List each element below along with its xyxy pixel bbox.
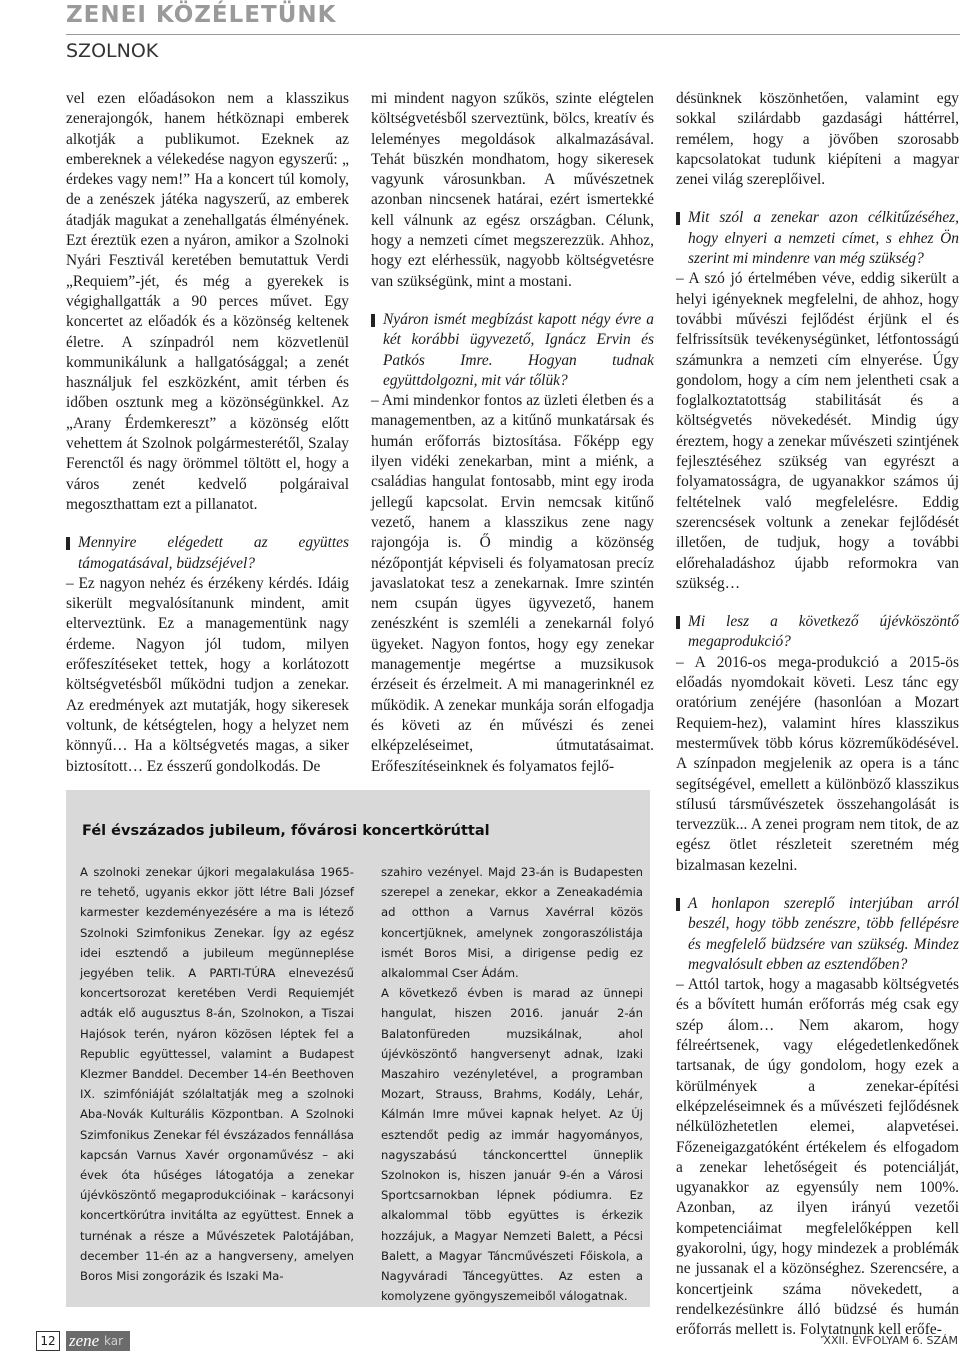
issue-label: XXII. ÉVFOLYAM 6. SZÁM [823, 1334, 958, 1347]
article-column-3 [676, 89, 959, 1341]
article-paragraph: vel ezen előadásokon nem a klasszikus zenerajongók, hanem hétköznapi emberek alkotják a publikumot. Ezeknek az embereknek a vélekedése nagyon egyszerű: „ érdekes vagy nem!” Ha a koncert túl komoly, de a zenészek játéka nagyszerű, az emberek átadják magukat a zenehallgatás élményének. Ezt éreztük ezen a nyáron, amikor a Szolnoki Nyári Fesztivál keretében bemutattuk Verdi „Requiem”-jét, és még a gyerekek is végighallgatták a 90 perces művet. Egy koncertet az előadók és a közönség keltenek életre. A színpadról nem közvetlenül kommunikálunk a hallgatósággal; a zenét használjuk fel eszközként, amit térben és időben osztunk meg a közönségünkkel. Az „Arany Érdemkereszt” a közönség előtt vehettem át Szolnok polgármesterétől, Szalay Ferenctől és nagy örömmel töltött el, hogy a város zenét kedvelő polgáraival megoszthattam ezt a pillanatot. [66, 90, 349, 513]
magazine-logo [66, 1331, 130, 1351]
article-column-1 [66, 89, 349, 777]
sidebar-paragraph: A szolnoki zenekar újkori megalakulása 1965-re tehető, ugyanis ekkor jött létre Bali József karmester kezdeményezésére a ma is létező Szolnoki Szimfonikus Zenekar. Így az egész idei esztendő a jubileum megünneplése jegyében telik. A PARTI-TÚRA elnevezésű koncertsorozat keretében Verdi Requiemjét adták elő augusztus 8-án, Szolnokon, a Tiszai Hajósok terén, nyáron közösen léptek fel a Republic együttessel, valamint a Budapest Klezmer Banddel. December 14-én Beethoven IX. szimfóniáját szólaltatják meg a szolnoki Aba-Novák Kulturális Központban. A Szolnoki Szimfonikus Zenekar fél évszázados fennállása kapcsán Varnus Xavér orgonaművész – aki évek óta hűséges látogatója a zenekar újévköszöntő megaprodukcióinak – karácsonyi koncertkörútra invitálta az együttest. Ennek a turnénak a része a Művészetek Palotájában, december 11-én az a hangverseny, amelyen Boros Misi zongorázik és Iszaki Ma- [80, 865, 354, 1284]
interview-question: A honlapon szereplő interjúban arról beszél, hogy több zenészre, több fellépésre és megfelelő büdzsére van szükség. Mindez megvalósult ebben az esztendőben? [676, 894, 959, 975]
sidebar-column-1 [80, 862, 354, 1286]
section-subtitle: SZOLNOK [66, 40, 159, 62]
logo-text: zene [69, 1331, 100, 1350]
article-paragraph: – Attól tartok, hogy a magasabb költségvetés és a bővített humán erőforrás még csak egy szép álom… Nem akarom, hogy félreértsenek, vagy elégedetlenkedőnek tartsanak, de úgy gondolom, hogy ezek a körülmények a zenekar-építési elképzeléseimnek és a művészeti fejlődésnek nélkülözhetetlen elemei, alapvetései. Főzeneigazgatóként értékelem és elfogadom a zenekar lehetőségeit és potenciálját, ugyanakkor az egyensúly nem 100%. Azonban, az ilyen irányú vezetői kompetenciáimat megfelelőképpen kell gyakorolni, úgy, hogy mindezek a problémák ne jussanak el a közönséghez. Szerencsére, a koncertjeink száma növekedett, a rendelkezésünkre álló büdzsé és humán erőforrás mellett is. Folytatnunk kell erőfe- [676, 976, 959, 1339]
logo-text-suffix: kar [104, 1334, 124, 1348]
section-title: ZENEI KÖZÉLETÜNK [66, 2, 337, 28]
interview-question: Mi lesz a következő újévköszöntő megaprodukció? [676, 612, 959, 653]
article-paragraph: – A 2016-os mega-produkció a 2015-ös előadás nyomdokait követi. Lesz tánc egy oratórium zenéjére (hasonlóan a Mozart Requiem-hez), valamint híres klasszikus mesterművek több kórus közreműködésével. A színpadon megjelenik az opera is a tánc segítségével, emellett a különböző klasszikus stílusú társművészetek összehangolását is tervezzük... A zenei program nem titok, de az egész ötlet részleteit szeretném még bizalmasan kezelni. [676, 653, 959, 874]
sidebar-column-2 [381, 862, 643, 1306]
article-paragraph: – Ez nagyon nehéz és érzékeny kérdés. Idáig sikerült megvalósítanunk mindent, amit elterveztünk. Ez a managementünk nagy érdeme. Nagyon jól tudom, milyen erőfeszítéseket tettek, hogy a korlátozott költségvetésből működni tudjon a zenekar. Az eredmények azt mutatják, hogy sikeresek voltunk, de kétségtelen, hogy a helyzet nem könnyű… Ha a költségvetés magas, a siker biztosított… Ez ésszerű gondolkodás. De [66, 574, 349, 775]
page-number: 12 [36, 1331, 60, 1351]
article-paragraph: – Ami mindenkor fontos az üzleti életben és a managementben, az a kitűnő munkatársak és humán erőforrás biztosítása. Főképp egy ilyen vidéki zenekarban, mint a miénk, a családias hangulat fontosabb, mint egy iroda jellegű kapcsolat. Ervin nemcsak kitűnő vezető, hanem a klasszikus zene nagy rajongója is. Ő mindig a közönség nézőpontját képviseli és folyamatosan precíz javaslatokat tesz a zenekarnak. Imre szintén nem csupán ügyes ügyvezető, hanem zenészként is szemléli a zenekarnál folyó ügyeket. Nagyon fontos, hogy egy zenekar managementje megértse a muzsikusok érzéseit és érzelmeit. A mi managerinknél ez működik. A zenekar munkája során elfogadja és követi az én művészi és zenei elképzeléseimet, útmutatásaimat. Erőfeszítéseinknek és folyamatos fejlő- [371, 392, 654, 775]
article-column-2 [371, 89, 654, 777]
sidebar-title: Fél évszázados jubileum, fővárosi koncertkörúttal [82, 823, 490, 839]
article-paragraph: mi mindent nagyon szűkös, szinte elégtelen költségvetésből szerveztünk, bölcs, kreatív és leleményes megoldások alkalmazásával. Tehát büszkén mondhatom, hogy sikeresek vagyunk városunkban. A művészetnek azonban nincsenek határai, ezért ismertekké kell válnunk az egész országban. Célunk, hogy a nemzeti címet megszerezzük. Ahhoz, hogy ezt elérhessük, nagyobb költségvetésre van szükségünk, mint a mostani. [371, 90, 654, 290]
sidebar-paragraph: A következő évben is marad az ünnepi hangulat, hiszen 2016. január 2-án Balatonfüreden muzsikálnak, ahol újévköszöntő hangversenyt adnak, Izaki Maszahiro vezényletével, a programban Mozart, Strauss, Brahms, Kodály, Lehár, Kálmán Imre művei kapnak helyet. Az Új esztendőt pedig az immár hagyományos, nagyszabású tánckoncerttel ünneplik Szolnokon is, hiszen január 9-én a Városi Sportcsarnokban lépnek pódiumra. Ez alkalommal több együttes is érkezik hozzájuk, a Magyar Nemzeti Balett, a Pécsi Balett, a Magyar Táncművészeti Főiskola, a Nagyváradi Táncegyüttes. Az esten a komolyzene gyöngyszemeiből válogatnak. [381, 986, 643, 1304]
article-paragraph: – A szó jó értelmében véve, eddig sikerült a helyi igényeknek megfelelni, de ahhoz, hogy további művészi fejlődést érjünk el és felfrissítsük tevékenységünket, létfontosságú számunkra a nemzeti cím elnyerése. Úgy gondolom, hogy a cím nem jelentheti csak a foglalkoztatottság stabilitását és a költségvetés növekedését. Mindig úgy éreztem, hogy a zenekar művészeti szintjének fejlesztéséhez szükség van egyrészt a folyamatosságra, de ugyanakkor számos új feltételnek való megfelelésre. Eddig szerencsések voltunk a zenekar fejlődését illetően, de tudjuk, hogy a további előrehaladáshoz újabb reformokra van szükség… [676, 270, 959, 592]
interview-question: Mennyire elégedett az együttes támogatásával, büdzséjével? [66, 533, 349, 574]
interview-question: Nyáron ismét megbízást kapott négy évre a két korábbi ügyvezető, Ignácz Ervin és Patkós Imre. Hogyan tudnak együttdolgozni, mit vár tőlük? [371, 310, 654, 391]
sidebar-paragraph: szahiro vezényel. Majd 23-án is Budapesten szerepel a zenekar, ekkor a Zeneakadémia ad otthon a Varnus Xavérral közös koncertjüknek, amelynek zongoraszólistája ismét Boros Misi, a dirigense pedig ez alkalommal Cser Ádám. [381, 865, 643, 981]
article-paragraph: désünknek köszönhetően, valamint egy sokkal szilárdabb gazdasági háttérrel, remélem, hogy a jövőben szorosabb kapcsolatokat tudunk kiépíteni a magyar zenei világ szereplőivel. [676, 90, 959, 189]
header-divider [66, 34, 960, 35]
interview-question: Mit szól a zenekar azon célkitűzéséhez, hogy elnyeri a nemzeti címet, s ehhez Ön szerint mi mindenre van még szükség? [676, 208, 959, 269]
